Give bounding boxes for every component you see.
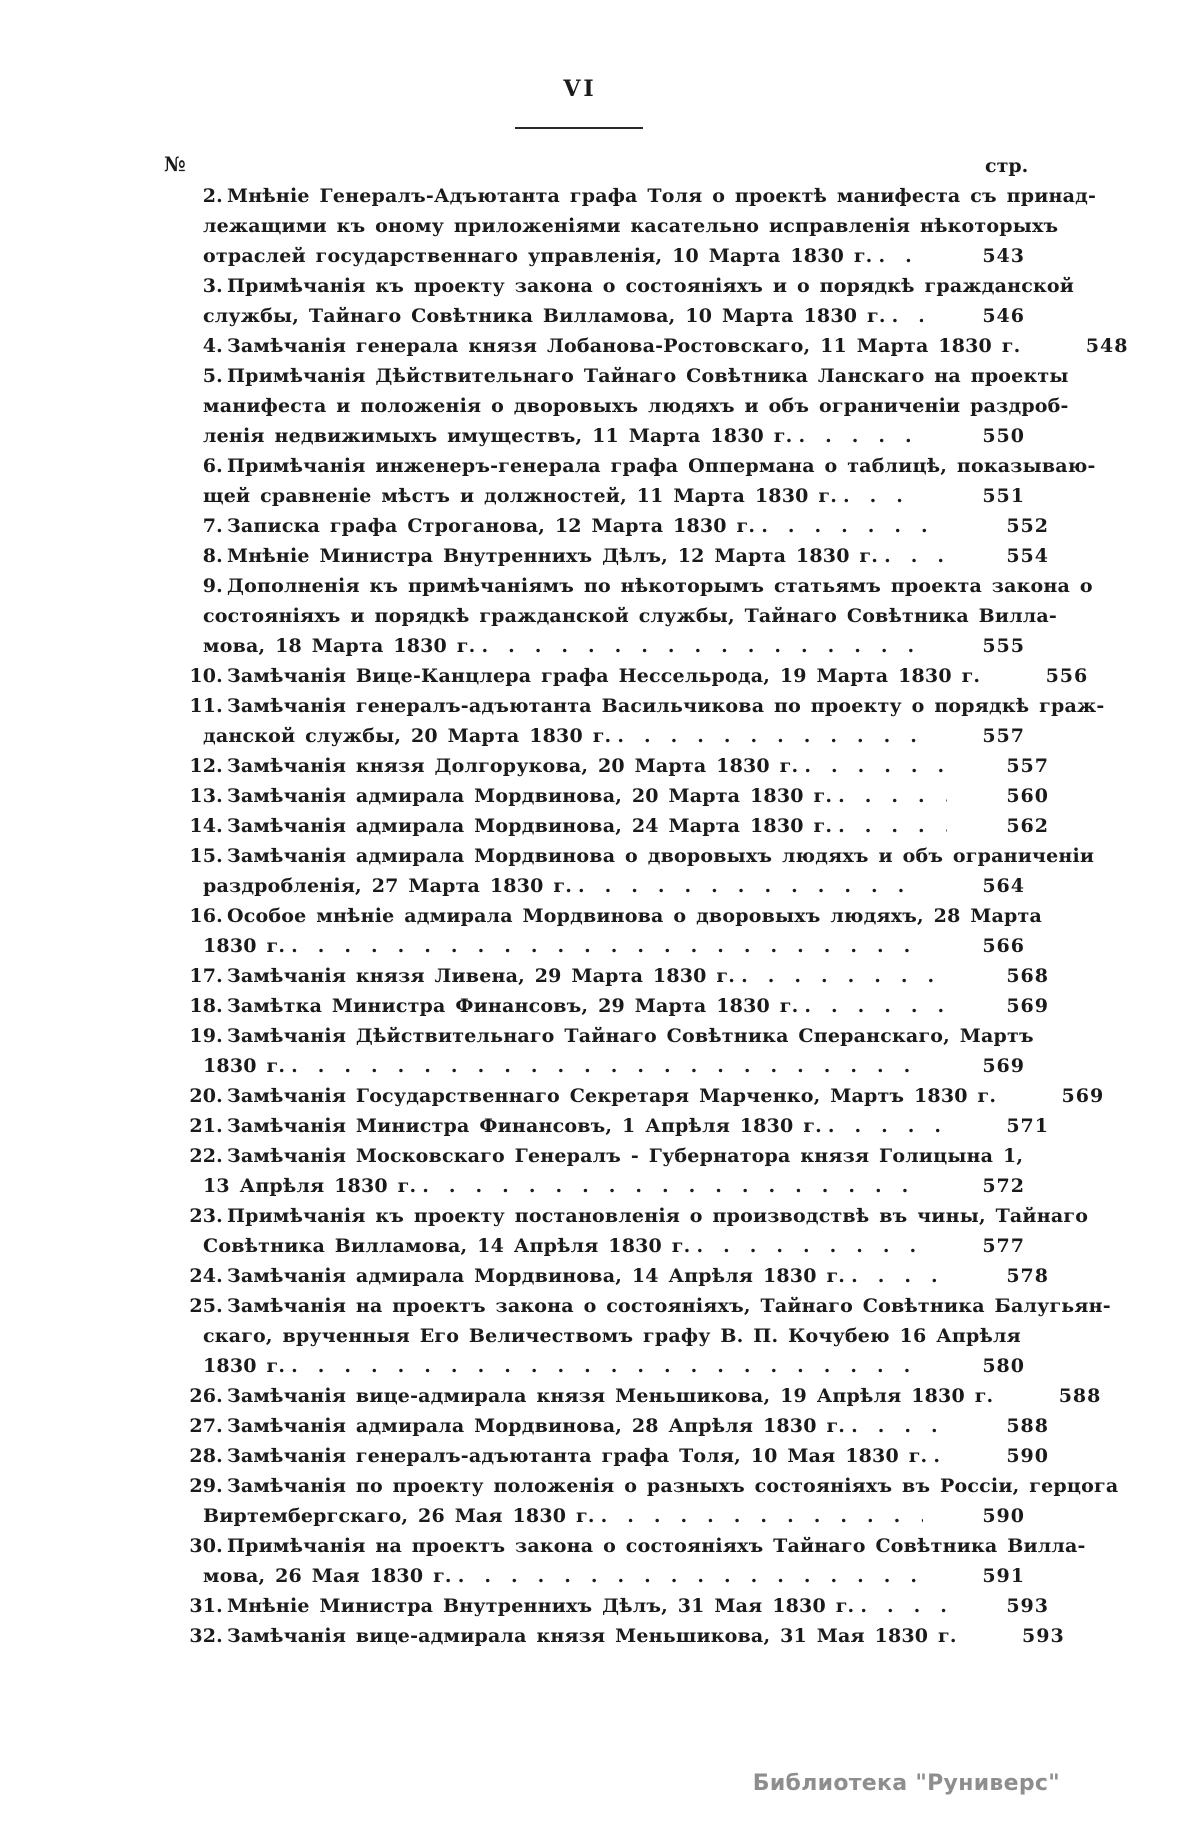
entry-number: 31. [189,1595,223,1617]
toc-entry [202,181,1097,271]
entry-line [203,1501,1025,1531]
entry-page-number: 546 [982,305,1025,327]
dot-leader [828,1111,947,1141]
entry-line [203,481,1025,511]
entry-title-text: Замѣчанія князя Долгорукова, 20 Марта 1830 г. [227,755,799,777]
entry-number: 24. [189,1265,223,1287]
toc-entry [202,571,1093,661]
entry-line [203,421,1025,451]
entry-page-number: 557 [1006,755,1049,777]
entry-number: 10. [189,665,223,687]
entry-number: 29. [189,1475,223,1497]
dot-leader [884,541,947,571]
entry-line [203,1111,1049,1141]
dot-leader [892,301,923,331]
toc-entry [189,1621,1065,1651]
entry-page-number: 569 [1006,995,1049,1017]
entry-line [203,541,1049,571]
entry-page-number: 590 [1006,1445,1049,1467]
entry-page-number: 590 [982,1505,1025,1527]
toc-entry [189,1411,1049,1441]
toc-entry [189,841,1095,901]
entry-page-number: 572 [982,1175,1025,1197]
entry-page-number: 556 [1045,665,1089,687]
entry-number: 17. [189,965,223,987]
toc-entry [189,1471,1119,1531]
toc-entry [202,271,1075,331]
entry-number: 27. [189,1415,223,1437]
toc-entry [189,991,1049,1021]
entry-line [203,811,1049,841]
entry-line [203,1381,1102,1411]
toc-entry [189,1021,1034,1081]
entry-number: 2. [202,185,223,207]
entry-number: 6. [202,455,223,477]
toc-entry [189,661,1089,691]
entry-number: 15. [189,845,223,867]
header-rule-divider [515,127,643,129]
dot-leader [617,721,923,751]
entry-line: Замѣчанія генералъ-адъютанта Васильчикова по проекту о порядкѣ граж- [227,695,1105,717]
entry-page-number: 564 [982,875,1025,897]
toc-entry [189,691,1105,751]
entry-title-text: Замѣчанія генерала князя Лобанова-Ростовскаго, 11 Марта 1830 г. [227,335,1021,357]
toc-entry [189,1441,1049,1471]
entry-number: 30. [189,1535,223,1557]
dot-leader [838,811,947,841]
entry-number: 25. [189,1295,223,1317]
entry-title-text: Записка графа Строганова, 12 Марта 1830 г. [227,515,756,537]
entry-line [203,751,1049,781]
entry-page-number: 578 [1006,1265,1049,1287]
entry-number: 16. [189,905,223,927]
entry-title-text: ленія недвижимыхъ имуществъ, 11 Марта 1830 г. [203,425,793,447]
entry-line: Замѣчанія на проектъ закона о состояніяхъ, Тайнаго Совѣтника Балугьян- [227,1295,1111,1317]
entry-line [203,1051,1025,1081]
dot-leader [878,241,923,271]
entry-line [203,961,1049,991]
library-watermark: Библиотека "Руниверс" [752,1771,1060,1796]
entry-title-text: Мнѣніе Министра Внутреннихъ Дѣлъ, 31 Мая 1830 г. [227,1595,855,1617]
entry-line [203,781,1049,811]
toc-entry [202,451,1096,511]
entry-title-text: Мнѣніе Министра Внутреннихъ Дѣлъ, 12 Марта 1830 г. [227,545,879,567]
entry-number: 7. [202,515,223,537]
toc-entry [189,1111,1049,1141]
entry-number: 26. [189,1385,223,1407]
entry-number: 12. [189,755,223,777]
entry-line [203,1591,1049,1621]
entry-line: Примѣчанія инженеръ-генерала графа Оппермана о таблицѣ, показываю- [227,455,1096,477]
dot-leader [798,421,923,451]
entry-line: лежащими къ оному приложеніями касательно исправленія нѣкоторыхъ [203,215,1059,237]
dot-leader [291,1351,923,1381]
entry-line [203,931,1025,961]
entry-page-number: 543 [982,245,1025,267]
entry-line [203,721,1025,751]
toc-entry [189,1081,1105,1111]
dot-leader [761,511,947,541]
entry-page-number: 569 [982,1055,1025,1077]
entry-title-text: Замѣчанія адмирала Мордвинова, 20 Марта 1830 г. [227,785,833,807]
entry-line [203,331,1129,361]
toc-entry [189,781,1049,811]
entry-page-number: 588 [1058,1385,1102,1407]
toc-entry [202,361,1069,451]
entry-line: Замѣчанія Московскаго Генералъ - Губернатора князя Голицына 1, [227,1145,1024,1167]
entry-line [203,1261,1049,1291]
entry-page-number: 571 [1006,1115,1049,1137]
entry-line: Примѣчанія къ проекту закона о состояніяхъ и о порядкѣ гражданской [227,275,1075,297]
entry-title-text: Замѣчанія генералъ-адъютанта графа Толя, 10 Мая 1830 г. [227,1445,928,1467]
toc-entry [189,1141,1025,1201]
dot-leader [291,931,923,961]
entry-page-number: 551 [982,485,1025,507]
toc-entry [189,751,1049,781]
entry-number: 3. [202,275,223,297]
entry-line: Примѣчанія на проектъ закона о состояніяхъ Тайнаго Совѣтника Вилла- [227,1535,1086,1557]
entry-line [203,1171,1025,1201]
entry-title-text: Замѣчанія князя Ливена, 29 Марта 1830 г. [227,965,736,987]
entry-title-text: мова, 18 Марта 1830 г. [203,635,476,657]
table-of-contents [189,181,1129,1651]
entry-number: 23. [189,1205,223,1227]
entry-number: 5. [202,365,223,387]
entry-title-text: Замѣчанія адмирала Мордвинова, 14 Апрѣля 1830 г. [227,1265,846,1287]
entry-line: Примѣчанія къ проекту постановленія о производствѣ въ чины, Тайнаго [227,1205,1089,1227]
toc-entry [189,1591,1049,1621]
entry-page-number: 588 [1006,1415,1049,1437]
entry-title-text: Замѣчанія Вице-Канцлера графа Нессельрода, 19 Марта 1830 г. [227,665,981,687]
entry-number: 18. [189,995,223,1017]
entry-line: Замѣчанія адмирала Мордвинова о дворовыхъ людяхъ и объ ограниченіи [227,845,1095,867]
entry-page-number: 562 [1006,815,1049,837]
entry-line: Замѣчанія Дѣйствительнаго Тайнаго Совѣтника Сперанскаго, Мартъ [227,1025,1034,1047]
entry-page-number: 554 [1006,545,1049,567]
toc-entry [189,1261,1049,1291]
column-header-number: № [164,152,186,176]
entry-number: 20. [189,1085,223,1107]
entry-title-text: службы, Тайнаго Совѣтника Вилламова, 10 Марта 1830 г. [203,305,886,327]
entry-number: 22. [189,1145,223,1167]
entry-line [203,631,1025,661]
entry-number: 32. [189,1625,223,1647]
dot-leader [481,631,923,661]
dot-leader [851,1411,947,1441]
toc-entry [202,331,1129,361]
entry-title-text: 1830 г. [203,1055,286,1077]
entry-title-text: Замѣтка Министра Финансовъ, 29 Марта 1830 г. [227,995,799,1017]
entry-number: 14. [189,815,223,837]
entry-line [203,1561,1025,1591]
entry-title-text: 1830 г. [203,935,286,957]
column-header-page: стр. [985,155,1029,177]
toc-entry [189,1201,1089,1261]
entry-line [203,1621,1065,1651]
dot-leader [843,481,923,511]
entry-line: Дополненія къ примѣчаніямъ по нѣкоторымъ статьямъ проекта закона о [227,575,1093,597]
dot-leader [458,1561,923,1591]
entry-line [203,871,1025,901]
entry-page-number: 580 [982,1355,1025,1377]
entry-title-text: мова, 26 Мая 1830 г. [203,1565,452,1587]
entry-number: 28. [189,1445,223,1467]
entry-number: 21. [189,1115,223,1137]
entry-line: Замѣчанія по проекту положенія о разныхъ состояніяхъ въ Россіи, герцога [227,1475,1119,1497]
entry-title-text: Замѣчанія Государственнаго Секретаря Марченко, Мартъ 1830 г. [227,1085,997,1107]
entry-page-number: 566 [982,935,1025,957]
entry-page-number: 555 [982,635,1025,657]
dot-leader [804,991,947,1021]
entry-line [203,991,1049,1021]
entry-line [203,1411,1049,1441]
dot-leader [422,1171,923,1201]
entry-line [203,241,1025,271]
entry-title-text: 13 Апрѣля 1830 г. [203,1175,417,1197]
entry-page-number: 557 [982,725,1025,747]
entry-title-text: Замѣчанія Министра Финансовъ, 1 Апрѣля 1830 г. [227,1115,822,1137]
dot-leader [578,871,923,901]
dot-leader [804,751,947,781]
entry-line: Примѣчанія Дѣйствительнаго Тайнаго Совѣтника Ланскаго на проекты [227,365,1069,387]
entry-title-text: Замѣчанія адмирала Мордвинова, 24 Марта 1830 г. [227,815,833,837]
entry-line [203,1441,1049,1471]
toc-entry [189,811,1049,841]
entry-number: 9. [202,575,223,597]
entry-page-number: 593 [1006,1595,1049,1617]
entry-number: 19. [189,1025,223,1047]
dot-leader [291,1051,923,1081]
entry-line [203,1231,1025,1261]
dot-leader [838,781,947,811]
entry-number: 11. [189,695,223,717]
toc-entry [189,1291,1111,1381]
entry-number: 8. [202,545,223,567]
toc-entry [189,1381,1102,1411]
entry-title-text: отраслей государственнаго управленія, 10 Марта 1830 г. [203,245,873,267]
toc-entry [202,511,1049,541]
entry-title-text: Замѣчанія вице-адмирала князя Меньшикова, 31 Мая 1830 г. [227,1625,957,1647]
toc-entry [189,901,1043,961]
entry-page-number: 550 [982,425,1025,447]
entry-line [203,661,1089,691]
dot-leader [741,961,947,991]
entry-title-text: Замѣчанія адмирала Мордвинова, 28 Апрѣля 1830 г. [227,1415,846,1437]
entry-number: 13. [189,785,223,807]
entry-line: Мнѣніе Генералъ-Адъютанта графа Толя о проектѣ манифеста съ принад- [227,185,1097,207]
entry-title-text: Замѣчанія вице-адмирала князя Меньшикова, 19 Апрѣля 1830 г. [227,1385,994,1407]
entry-line [203,1081,1105,1111]
entry-page-number: 568 [1006,965,1049,987]
dot-leader [601,1501,923,1531]
entry-page-number: 548 [1085,335,1129,357]
entry-title-text: Совѣтника Вилламова, 14 Апрѣля 1830 г. [203,1235,691,1257]
entry-line [203,511,1049,541]
page-number-roman: VI [563,76,597,102]
entry-line: состояніяхъ и порядкѣ гражданской службы, Тайнаго Совѣтника Вилла- [203,605,1057,627]
dot-leader [860,1591,947,1621]
entry-page-number: 552 [1006,515,1049,537]
entry-page-number: 591 [982,1565,1025,1587]
entry-line: скаго, врученныя Его Величествомъ графу В. П. Кочубею 16 Апрѣля [203,1325,1021,1347]
entry-line [203,301,1025,331]
entry-title-text: Виртембергскаго, 26 Мая 1830 г. [203,1505,595,1527]
entry-page-number: 577 [982,1235,1025,1257]
entry-title-text: 1830 г. [203,1355,286,1377]
dot-leader [851,1261,947,1291]
dot-leader [933,1441,947,1471]
dot-leader [696,1231,923,1261]
entry-page-number: 560 [1006,785,1049,807]
entry-title-text: раздробленія, 27 Марта 1830 г. [203,875,573,897]
entry-number: 4. [202,335,223,357]
entry-title-text: данской службы, 20 Марта 1830 г. [203,725,612,747]
entry-page-number: 569 [1061,1085,1105,1107]
toc-entry [202,541,1049,571]
entry-title-text: щей сравненіе мѣстъ и должностей, 11 Марта 1830 г. [203,485,838,507]
entry-line [203,1351,1025,1381]
toc-entry [189,961,1049,991]
entry-line: манифеста и положенія о дворовыхъ людяхъ и объ ограниченіи раздроб- [203,395,1069,417]
entry-line: Особое мнѣніе адмирала Мордвинова о дворовыхъ людяхъ, 28 Марта [227,905,1043,927]
toc-entry [189,1531,1086,1591]
entry-page-number: 593 [1022,1625,1065,1647]
